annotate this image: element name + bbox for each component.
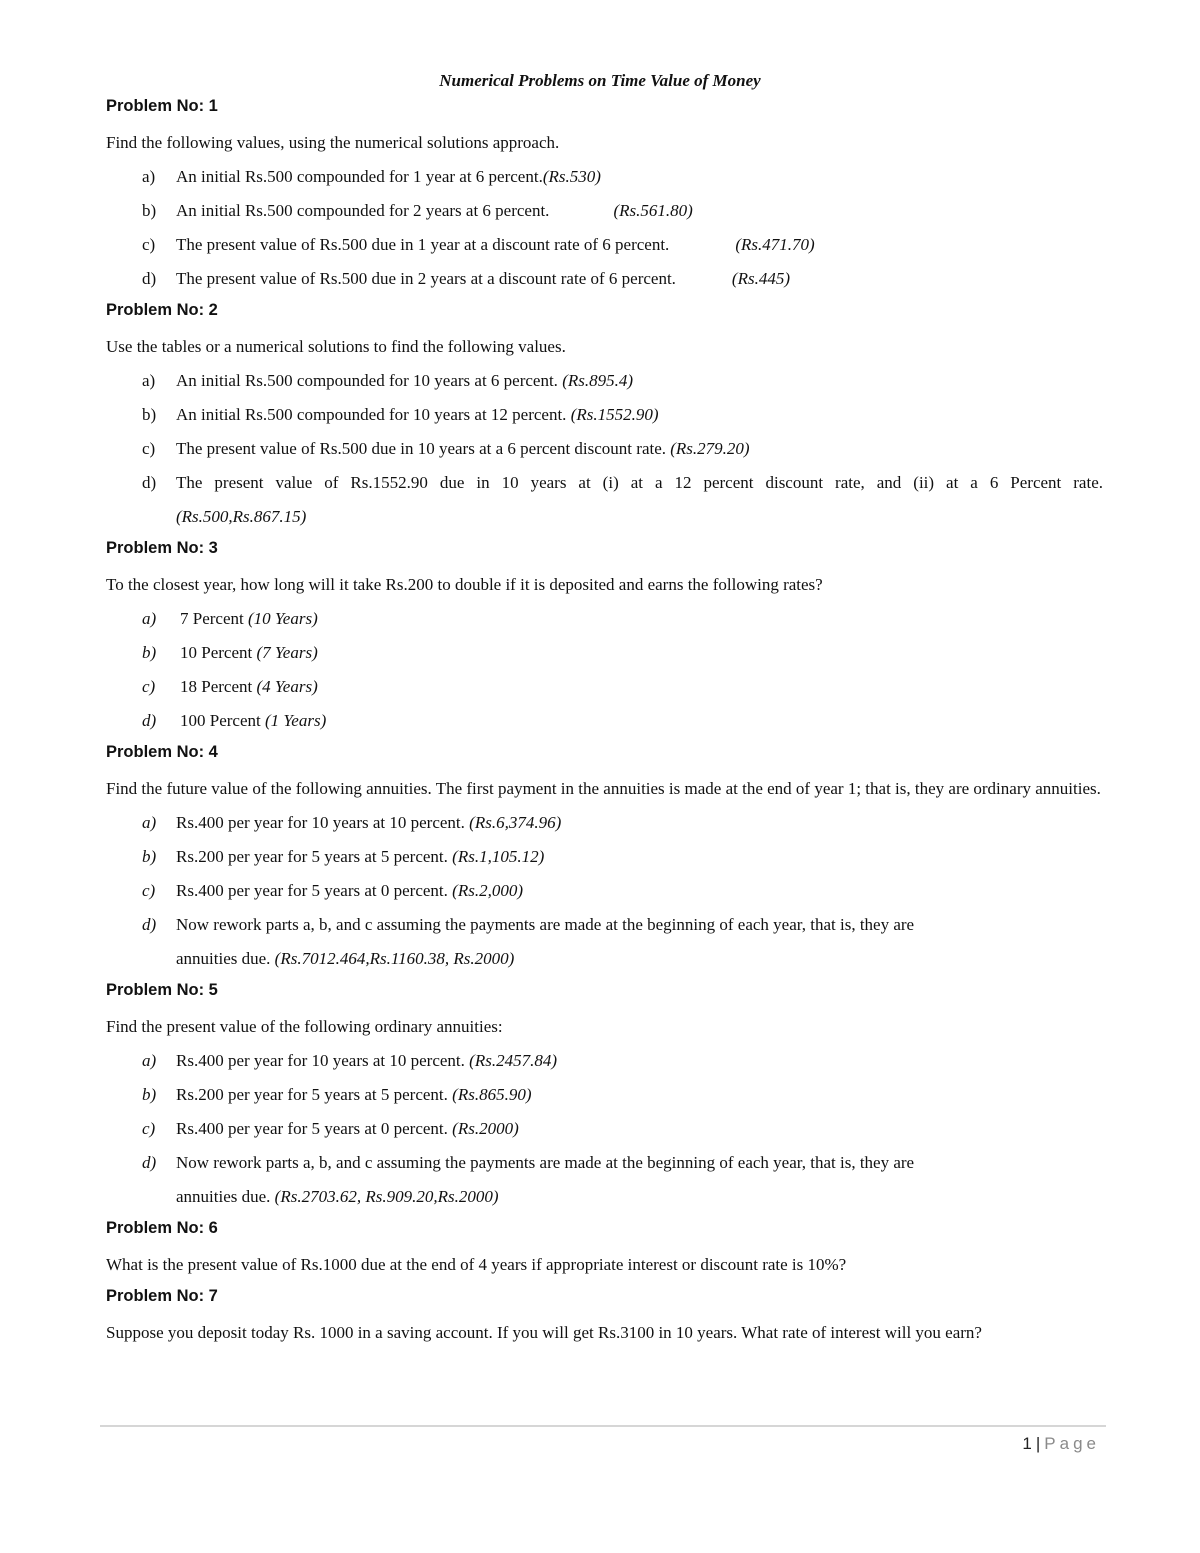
item-marker: c): [142, 439, 156, 458]
item-text: The present value of Rs.500 due in 1 year at a discount rate of 6 percent.: [176, 235, 670, 254]
problem-heading: Problem No: 5: [106, 981, 218, 999]
problem-5: [106, 976, 1103, 1214]
item-marker: d): [142, 473, 157, 492]
item-marker: c): [142, 677, 156, 696]
item-text: An initial Rs.500 compounded for 1 year at 6 percent.: [176, 167, 543, 186]
item-answer: (Rs.1552.90): [570, 405, 659, 424]
list-item: [106, 636, 1103, 670]
list-item: [106, 704, 1103, 738]
item-text: Rs.400 per year for 5 years at 0 percent.: [176, 881, 448, 900]
item-answer: (Rs.2,000): [452, 881, 523, 900]
list-item: [106, 840, 1103, 874]
item-text: 10 Percent: [180, 643, 253, 662]
problem-statement: Find the following values, using the numerical solutions approach.: [106, 133, 560, 152]
list-item: [106, 466, 1103, 534]
problem-heading: Problem No: 3: [106, 539, 218, 557]
problem-6: [106, 1214, 1103, 1282]
item-answer: (7 Years): [256, 643, 318, 662]
problem-statement: Find the future value of the following annuities. The first payment in the annuities is made at the end of year 1; that is, they are ordinary annuities.: [106, 779, 1101, 798]
document-body: [106, 92, 1103, 1350]
item-marker: b): [142, 201, 157, 220]
item-answer: (Rs.445): [731, 269, 790, 288]
list-item: [106, 398, 1103, 432]
footer-separator: |: [1035, 1434, 1041, 1453]
problem-heading: Problem No: 4: [106, 743, 218, 761]
problem-item-list: [106, 1044, 1103, 1214]
page-label: Page: [1044, 1434, 1100, 1453]
item-answer: (Rs.895.4): [562, 371, 634, 390]
item-text-line-1: Now rework parts a, b, and c assuming the payments are made at the beginning of each year, that is, they are: [176, 915, 915, 934]
item-marker: b): [142, 847, 157, 866]
item-answer: (Rs.530): [542, 167, 601, 186]
item-text: Rs.400 per year for 5 years at 0 percent.: [176, 1119, 448, 1138]
problem-statement: What is the present value of Rs.1000 due at the end of 4 years if appropriate interest or discount rate is 10%?: [106, 1255, 847, 1274]
footer-divider: [100, 1425, 1106, 1427]
item-answer: (Rs.561.80): [613, 201, 693, 220]
list-item: [106, 806, 1103, 840]
item-marker: a): [142, 167, 156, 186]
list-item: [106, 1112, 1103, 1146]
item-marker: d): [142, 915, 157, 934]
item-text: 7 Percent: [180, 609, 244, 628]
item-text-line-2: annuities due.: [176, 1187, 271, 1206]
document-title: Numerical Problems on Time Value of Money: [439, 71, 761, 90]
item-text: The present value of Rs.500 due in 2 years at a discount rate of 6 percent.: [176, 269, 676, 288]
item-text: 100 Percent: [180, 711, 261, 730]
problem-1: [106, 92, 1103, 296]
list-item: [106, 670, 1103, 704]
item-text: Rs.200 per year for 5 years at 5 percent.: [176, 1085, 448, 1104]
problem-3: [106, 534, 1103, 738]
item-marker: b): [142, 643, 157, 662]
item-answer: (Rs.471.70): [735, 235, 815, 254]
problem-heading: Problem No: 2: [106, 301, 218, 319]
item-text: Rs.200 per year for 5 years at 5 percent.: [176, 847, 448, 866]
item-answer: (Rs.2703.62, Rs.909.20,Rs.2000): [274, 1187, 499, 1206]
item-answer: (10 Years): [247, 609, 318, 628]
item-marker: c): [142, 235, 156, 254]
item-text: Rs.400 per year for 10 years at 10 percent.: [176, 813, 465, 832]
problem-heading: Problem No: 1: [106, 97, 218, 115]
list-item: [106, 228, 1103, 262]
list-item: [106, 908, 1103, 976]
list-item: [106, 194, 1103, 228]
item-marker: d): [142, 1153, 157, 1172]
item-text: The present value of Rs.1552.90 due in 10 years at (i) at a 12 percent discount rate, and (ii) at a 6 Percent rate.: [176, 473, 1103, 492]
item-text: An initial Rs.500 compounded for 2 years at 6 percent.: [176, 201, 550, 220]
problem-4: [106, 738, 1103, 976]
list-item: [106, 874, 1103, 908]
item-text-line-1: Now rework parts a, b, and c assuming the payments are made at the beginning of each year, that is, they are: [176, 1153, 915, 1172]
item-marker: d): [142, 269, 157, 288]
item-answer: (1 Years): [264, 711, 327, 730]
list-item: [106, 1146, 1103, 1214]
list-item: [106, 602, 1103, 636]
item-marker: a): [142, 371, 156, 390]
problem-statement: To the closest year, how long will it take Rs.200 to double if it is deposited and earns the following rates?: [106, 575, 823, 594]
problem-heading: Problem No: 6: [106, 1219, 218, 1237]
item-marker: b): [142, 405, 157, 424]
item-text: Rs.400 per year for 10 years at 10 percent.: [176, 1051, 465, 1070]
problem-item-list: [106, 602, 1103, 738]
page-footer: [1022, 1430, 1100, 1458]
problem-statement: Find the present value of the following ordinary annuities:: [106, 1017, 503, 1036]
item-text: 18 Percent: [180, 677, 253, 696]
problem-statement: Use the tables or a numerical solutions to find the following values.: [106, 337, 566, 356]
problem-item-list: [106, 160, 1103, 296]
item-answer: (Rs.865.90): [452, 1085, 532, 1104]
problem-item-list: [106, 364, 1103, 534]
item-answer: (Rs.6,374.96): [469, 813, 562, 832]
item-answer: (Rs.7012.464,Rs.1160.38, Rs.2000): [274, 949, 515, 968]
item-text: An initial Rs.500 compounded for 10 years at 12 percent.: [176, 405, 567, 424]
problem-7: [106, 1282, 1103, 1350]
item-answer: (4 Years): [256, 677, 318, 696]
list-item: [106, 1078, 1103, 1112]
list-item: [106, 1044, 1103, 1078]
item-marker: c): [142, 1119, 156, 1138]
item-marker: b): [142, 1085, 157, 1104]
item-marker: a): [142, 609, 157, 628]
item-answer: (Rs.2000): [452, 1119, 519, 1138]
problem-2: [106, 296, 1103, 534]
item-answer: (Rs.500,Rs.867.15): [176, 507, 307, 526]
item-text: An initial Rs.500 compounded for 10 years at 6 percent.: [176, 371, 558, 390]
problem-statement: Suppose you deposit today Rs. 1000 in a saving account. If you will get Rs.3100 in 10 years. What rate of interest will you earn?: [106, 1323, 982, 1342]
item-answer: (Rs.2457.84): [469, 1051, 557, 1070]
problem-heading: Problem No: 7: [106, 1287, 218, 1305]
item-marker: c): [142, 881, 156, 900]
item-text-line-2: annuities due.: [176, 949, 271, 968]
item-answer: (Rs.1,105.12): [452, 847, 545, 866]
item-marker: d): [142, 711, 157, 730]
list-item: [106, 432, 1103, 466]
item-marker: a): [142, 813, 157, 832]
list-item: [106, 262, 1103, 296]
item-marker: a): [142, 1051, 157, 1070]
problem-item-list: [106, 806, 1103, 976]
list-item: [106, 364, 1103, 398]
list-item: [106, 160, 1103, 194]
item-answer: (Rs.279.20): [670, 439, 750, 458]
page-number: 1: [1022, 1434, 1032, 1453]
item-text: The present value of Rs.500 due in 10 years at a 6 percent discount rate.: [176, 439, 667, 458]
